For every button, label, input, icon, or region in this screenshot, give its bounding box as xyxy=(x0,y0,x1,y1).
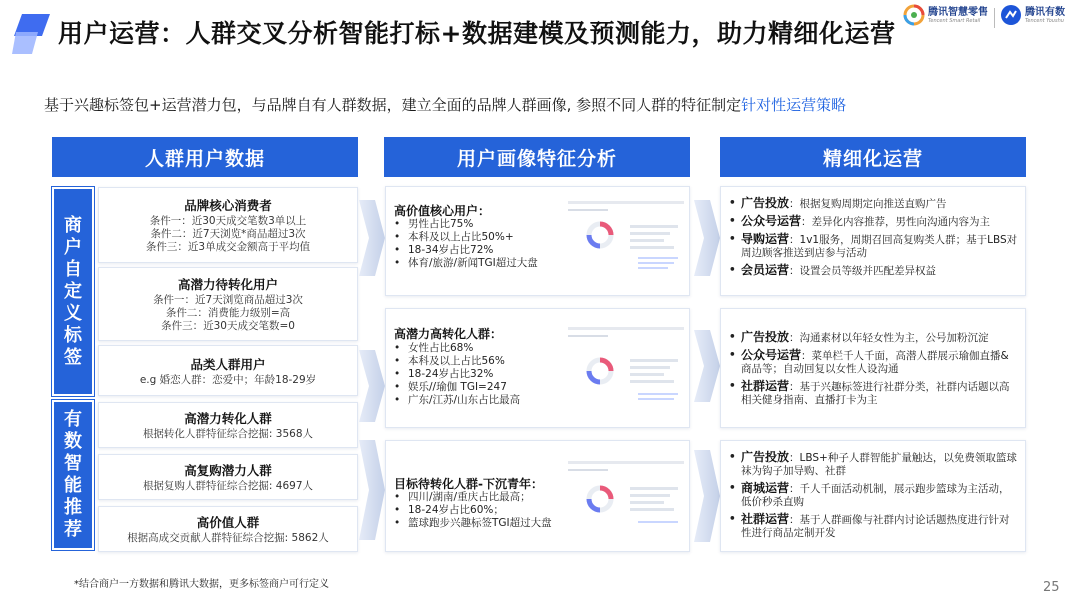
brand1-sub: Tencent Smart Retail xyxy=(928,17,981,24)
strategy-label: 会员运营 xyxy=(741,263,790,277)
left-box-line: 条件一：近30天成交笔数3单以上 xyxy=(149,215,307,227)
brand-tencent-smart-retail xyxy=(903,4,988,26)
left-box-title: 高潜力待转化用户 xyxy=(177,277,278,292)
list-item xyxy=(729,233,1019,260)
list-item xyxy=(729,331,1019,345)
right-box-core-operation xyxy=(720,186,1026,296)
list-item: • 18-24岁占比60%； xyxy=(394,504,552,517)
list-item: • 女性占比68% xyxy=(394,342,520,355)
column-header-user-data: 人群用户数据 xyxy=(52,137,358,177)
middle-box-list xyxy=(394,218,538,270)
list-item xyxy=(729,513,1019,540)
smart-retail-logo-icon xyxy=(903,4,925,26)
strategy-text: ：菜单栏千人千面，高潜人群展示瑜伽直播&商品等；自动回复以女性人设沟通 xyxy=(741,350,1009,375)
strategy-text: ：沟通素材以年轻女性为主，公号加粉沉淀 xyxy=(789,332,989,344)
strategy-text: ：1v1服务，周期召回高复购类人群；基于LBS对周边顾客推送到店参与活动 xyxy=(741,234,1018,259)
right-box-list xyxy=(729,197,1019,282)
strategy-label: 社群运营 xyxy=(741,379,790,393)
slide-logo-icon xyxy=(12,12,52,56)
middle-box-title: 高价值核心用户： xyxy=(394,204,491,218)
strategy-label: 商城运营 xyxy=(741,481,790,495)
strategy-text: ：基于兴趣标签进行社群分类，社群内话题以高相关健身指南、直播打卡为主 xyxy=(741,381,1010,406)
left-box-line: 条件二：消费能力级别=高 xyxy=(165,307,291,319)
footnote: *结合商户一方数据和腾讯大数据，更多标签商户可行定义 xyxy=(74,579,329,590)
middle-box-sinking-youth xyxy=(385,440,690,552)
left-box-line: 根据高成交贡献人群特征综合挖掘: 5862人 xyxy=(127,532,329,544)
left-box-high-repurchase xyxy=(98,454,358,500)
left-box-high-potential-unconverted xyxy=(98,267,358,341)
left-box-title: 高价值人群 xyxy=(196,515,260,530)
list-item: • 篮球跑步兴趣标签TGI超过大盘 xyxy=(394,517,552,530)
column-header-portrait-analysis: 用户画像特征分析 xyxy=(384,137,690,177)
list-item xyxy=(729,482,1019,509)
dashboard-thumbnail-icon xyxy=(568,323,684,415)
strategy-label: 广告投放 xyxy=(741,330,790,344)
strategy-text: ：千人千面活动机制，展示跑步篮球为主活动，低价秒杀直购 xyxy=(741,483,1010,508)
middle-box-high-value-core xyxy=(385,186,690,296)
right-box-potential-operation xyxy=(720,308,1026,428)
brand-tencent-youshu xyxy=(1000,4,1065,26)
left-box-high-potential-conversion xyxy=(98,402,358,448)
list-item xyxy=(729,451,1019,478)
strategy-label: 公众号运营 xyxy=(741,348,802,362)
left-box-title: 品类人群用户 xyxy=(190,356,266,372)
strategy-label: 导购运营 xyxy=(741,232,790,246)
subtitle-highlight: 针对性运营策略 xyxy=(741,96,847,114)
strategy-label: 社群运营 xyxy=(741,512,790,526)
subtitle-text: 基于兴趣标签包+运营潜力包，与品牌自有人群数据，建立全面的品牌人群画像, 参照不同人群的特征制定 xyxy=(44,96,742,114)
left-box-title: 高复购潜力人群 xyxy=(184,463,272,478)
strategy-label: 广告投放 xyxy=(741,450,790,464)
left-box-title: 品牌核心消费者 xyxy=(184,198,272,213)
middle-to-right-arrows xyxy=(690,180,722,560)
list-item: • 18-34岁占比72% xyxy=(394,244,538,257)
brand2-name: 腾讯有数 xyxy=(1025,6,1065,18)
list-item xyxy=(729,215,1019,229)
strategy-text: ：差异化内容推荐，男性向沟通内容为主 xyxy=(801,216,991,228)
page-subtitle xyxy=(44,94,846,115)
strategy-label: 公众号运营 xyxy=(741,214,802,228)
strategy-label: 广告投放 xyxy=(741,196,790,210)
brand-divider xyxy=(994,8,995,28)
left-box-line: 根据复购人群特征综合挖掘: 4697人 xyxy=(142,480,314,492)
list-item: • 娱乐//瑜伽 TGI=247 xyxy=(394,381,520,394)
list-item: • 本科及以上占比50%+ xyxy=(394,231,538,244)
left-box-high-value xyxy=(98,506,358,552)
list-item: • 体育/旅游/新闻TGI超过大盘 xyxy=(394,257,538,270)
list-item xyxy=(729,380,1019,407)
side-label-custom-tags: 商户自定义标签 xyxy=(52,187,94,396)
right-box-youth-operation xyxy=(720,440,1026,552)
right-box-list xyxy=(729,451,1019,544)
right-box-list xyxy=(729,331,1019,411)
list-item: • 18-24岁占比32% xyxy=(394,368,520,381)
left-box-line: 条件二：近7天浏览*商品超过3次 xyxy=(150,228,306,240)
middle-box-list xyxy=(394,342,520,407)
youshu-logo-icon xyxy=(1000,4,1022,26)
left-box-core-consumers xyxy=(98,187,358,263)
list-item: • 四川/湖南/重庆占比最高； xyxy=(394,491,552,504)
page-number: 25 xyxy=(1043,580,1060,595)
page-title: 用户运营：人群交叉分析智能打标+数据建模及预测能力，助力精细化运营 xyxy=(58,19,896,48)
left-box-title: 高潜力转化人群 xyxy=(184,411,272,426)
list-item xyxy=(729,197,1019,211)
brand2-sub: Tencent Youshu xyxy=(1025,17,1064,24)
middle-box-list xyxy=(394,491,552,530)
dashboard-thumbnail-icon xyxy=(568,457,684,543)
list-item: • 男性占比75% xyxy=(394,218,538,231)
list-item xyxy=(729,349,1019,376)
left-box-line: 根据转化人群特征综合挖掘: 3568人 xyxy=(142,428,314,440)
dashboard-thumbnail-icon xyxy=(568,197,684,283)
list-item xyxy=(729,264,1019,278)
strategy-text: ：根据复购周期定向推送直购广告 xyxy=(789,198,947,210)
middle-box-title: 目标待转化人群-下沉青年： xyxy=(394,477,543,491)
middle-box-title: 高潜力高转化人群： xyxy=(394,327,503,341)
left-box-line: 条件三：近3单成交金额高于平均值 xyxy=(145,241,311,253)
left-box-line: 条件三：近30天成交笔数=0 xyxy=(161,320,295,332)
strategy-text: ：设置会员等级并匹配差异权益 xyxy=(789,265,937,277)
left-to-middle-arrows xyxy=(355,180,387,560)
list-item: • 本科及以上占比56% xyxy=(394,355,520,368)
brand1-name: 腾讯智慧零售 xyxy=(928,6,988,18)
middle-box-high-potential-conversion xyxy=(385,308,690,428)
left-box-line: e.g 婚恋人群：恋爱中；年龄18-29岁 xyxy=(139,373,317,386)
strategy-text: ：基于人群画像与社群内讨论话题热度进行针对性进行商品定制开发 xyxy=(741,514,1010,539)
left-box-line: 条件一：近7天浏览商品超过3次 xyxy=(153,294,303,306)
column-header-fine-operation: 精细化运营 xyxy=(720,137,1026,177)
list-item: • 广东/江苏/山东占比最高 xyxy=(394,394,520,407)
left-box-category-users xyxy=(98,345,358,396)
strategy-text: ：LBS+种子人群智能扩量触达，以免费领取篮球袜为钩子加导购、社群 xyxy=(741,452,1017,477)
side-label-smart-recommend: 有数智能推荐 xyxy=(52,400,94,550)
